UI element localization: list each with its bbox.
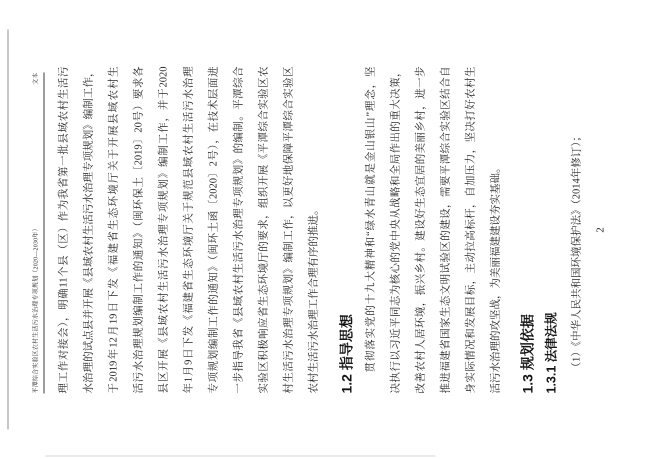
paragraph-line: 一步指导我省《县域农村生活污水治理专项规划》的编制。平潭综合 bbox=[233, 66, 244, 393]
paragraph-line: 理工作对接会），明确11个县（区）作为我省第一批县域农村生活污 bbox=[58, 66, 69, 393]
paragraph-line: 县区开展《县域农村生活污水治理专项规划》编制工作，并于2020 bbox=[158, 66, 169, 393]
section-heading-1-3: 1.3 规划依据 bbox=[519, 313, 535, 393]
paragraph-line: 推进福建省国家生态文明试验区的建设，需要平潭综合实验区结合自 bbox=[440, 66, 451, 393]
header-doc-type-label: 文本 bbox=[33, 72, 39, 85]
page-edge-artifact-side bbox=[45, 455, 435, 456]
paragraph-line: 活污水治理的攻坚战，为美丽福建建设夯实基础。 bbox=[490, 162, 501, 393]
paragraph-line: 水治理的试点县并开展《县域农村生活污水治理专项规划》编制工作， bbox=[83, 66, 94, 393]
paragraph-line: 年1月9日下发《福建省生态环境厅关于规范县域农村生活污水治理 bbox=[183, 66, 194, 393]
page-edge-artifact-top bbox=[7, 29, 8, 429]
section-heading-1-3-1: 1.3.1 法律法规 bbox=[544, 311, 558, 393]
document-body bbox=[51, 66, 589, 393]
paragraph-line: 身实际情况和发展目标，主动拉高标杆，自加压力，坚决打好农村生 bbox=[465, 66, 476, 393]
legal-reference-item: （1）《中华人民共和国环境保护法》（2014年修订）； bbox=[571, 130, 582, 372]
paragraph-line: 专项规划编制工作的通知》（闽环土函〔2020〕2号），在技术层面进 bbox=[208, 66, 219, 393]
header-title: 平潭综合实验区农村生活污水治理专项规划（2020—2030年） bbox=[33, 224, 39, 393]
paragraph-line: 活污水治理规划编制工作的通知》（闽环保土〔2019〕20号）要求各 bbox=[133, 66, 144, 393]
paragraph-line: 于2019年12月19日下发《福建省生态环境厅关于开展县域农村生 bbox=[108, 66, 119, 393]
paragraph-line: 贯彻落实党的十九大精神和“绿水青山就是金山银山”理念，坚 bbox=[365, 66, 376, 372]
paragraph-line: 决执行以习近平同志为核心的党中央从战略和全局作出的重大决策， bbox=[390, 66, 401, 393]
paragraph-line: 改善农村人居环境，振兴乡村。建设好生态宜居的美丽乡村，进一步 bbox=[415, 66, 426, 393]
page-number: 2 bbox=[594, 226, 606, 233]
paragraph-line: 实验区积极响应省生态环境厅的要求，组织开展《平潭综合实验区农 bbox=[258, 66, 269, 393]
paragraph-line: 农村生活污水治理工作合理有序的推进。 bbox=[308, 204, 319, 393]
section-heading-1-2: 1.2 指导思想 bbox=[338, 313, 354, 393]
paragraph-line: 村生活污水治理专项规划》编制工作，以更好地保障平潭综合实验区 bbox=[283, 66, 294, 393]
page-header bbox=[30, 72, 44, 393]
